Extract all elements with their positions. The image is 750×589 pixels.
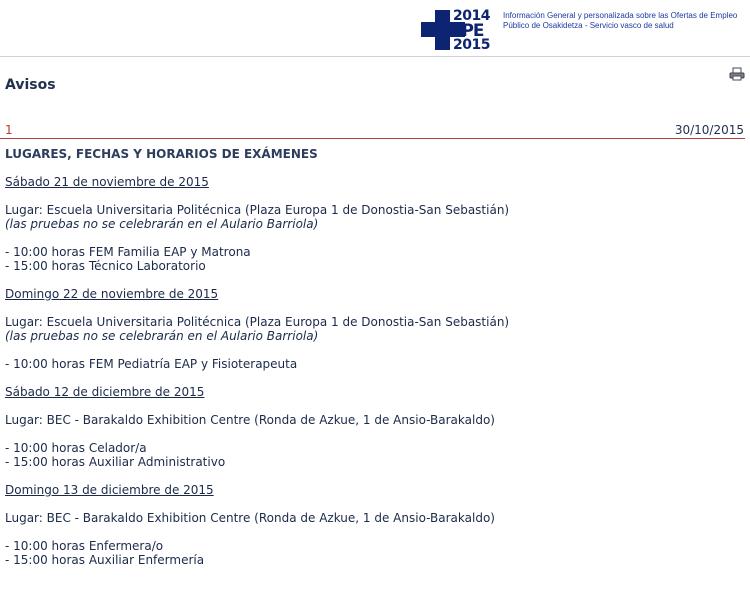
exam-location: [5, 203, 745, 231]
exam-location-note: (las pruebas no se celebrarán en el Aulario Barriola): [5, 217, 319, 231]
exam-schedule: [5, 539, 745, 567]
exam-schedule: [5, 441, 745, 469]
exam-date-heading: Domingo 13 de diciembre de 2015: [5, 483, 214, 497]
exam-slot: - 15:00 horas Auxiliar Enfermería: [5, 553, 205, 567]
notice-divider: [0, 138, 745, 139]
notice-subject: LUGARES, FECHAS Y HORARIOS DE EXÁMENES: [5, 147, 318, 161]
header-description: Información General y personalizada sobre las Ofertas de Empleo Público de Osakidetza - Servicio vasco de salud: [503, 11, 738, 30]
logo-text: OPE: [448, 21, 484, 41]
exam-slot: - 10:00 horas FEM Pediatría EAP y Fisioterapeuta: [5, 357, 298, 371]
exam-slot: - 10:00 horas Enfermera/o: [5, 539, 164, 553]
exam-slot: - 10:00 horas Celador/a: [5, 441, 147, 455]
exam-location: [5, 511, 745, 525]
exam-date-heading: Domingo 22 de noviembre de 2015: [5, 287, 219, 301]
exam-schedule: [5, 245, 745, 273]
exam-location: [5, 315, 745, 343]
exam-location-note: (las pruebas no se celebrarán en el Aulario Barriola): [5, 329, 319, 343]
exam-location-text: Lugar: BEC - Barakaldo Exhibition Centre (Ronda de Azkue, 1 de Ansio-Barakaldo): [5, 413, 495, 427]
printer-icon[interactable]: [729, 66, 745, 80]
exam-location-text: Lugar: BEC - Barakaldo Exhibition Centre (Ronda de Azkue, 1 de Ansio-Barakaldo): [5, 511, 495, 525]
logo-year-top: 2014: [453, 8, 490, 24]
exam-slot: - 15:00 horas Auxiliar Administrativo: [5, 455, 226, 469]
exam-date-heading: Sábado 21 de noviembre de 2015: [5, 175, 209, 189]
notice-number: 1: [5, 123, 13, 137]
exam-location-text: Lugar: Escuela Universitaria Politécnica (Plaza Europa 1 de Donostia-San Sebastián): [5, 203, 510, 217]
notice-date: 30/10/2015: [674, 123, 744, 137]
exam-location-text: Lugar: Escuela Universitaria Politécnica (Plaza Europa 1 de Donostia-San Sebastián): [5, 315, 510, 329]
logo-year-bottom: 2015: [453, 37, 490, 53]
exam-schedule: [5, 357, 745, 371]
page-title: Avisos: [5, 77, 56, 93]
ope-logo[interactable]: [421, 8, 499, 54]
exam-location: [5, 413, 745, 427]
exam-slot: - 10:00 horas FEM Familia EAP y Matrona: [5, 245, 251, 259]
site-header: [0, 0, 750, 56]
exam-slot: - 15:00 horas Técnico Laboratorio: [5, 259, 206, 273]
exam-date-heading: Sábado 12 de diciembre de 2015: [5, 385, 205, 399]
notice-body: [5, 147, 745, 581]
header-divider: [0, 56, 750, 57]
